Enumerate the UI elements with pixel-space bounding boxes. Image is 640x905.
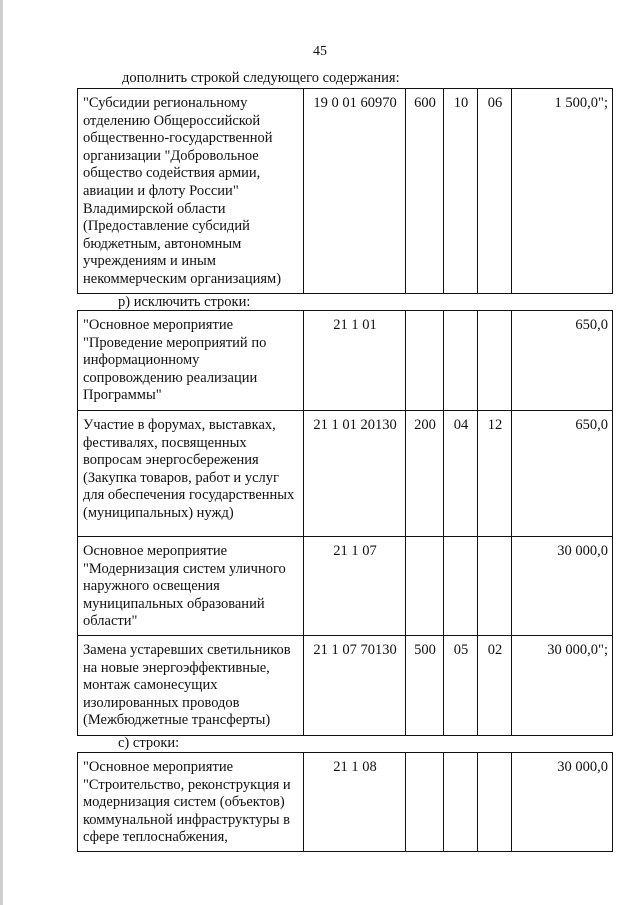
row-code-cell: 21 1 01 20130 [304,411,406,537]
row-pr-cell [478,311,512,411]
row-pr-cell [478,753,512,852]
scan-edge [0,0,3,905]
row-vr-cell: 500 [406,635,444,735]
page-number: 45 [313,44,327,59]
row-pr-cell [478,537,512,636]
row-sum-cell: 30 000,0 [512,753,613,852]
row-rz-cell [444,537,478,636]
section3-intro: с) строки: [118,735,180,751]
row-rz-cell [444,753,478,852]
row-name-cell: Участие в форумах, выставках, фестивалях, посвященных вопросам энергосбережения (Закупка товаров, работ и услуг для обеспечения государственных (муниципальных) нужд) [78,411,304,537]
row-vr-cell: 600 [406,89,444,294]
row-pr-cell: 12 [478,411,512,537]
section1-intro: дополнить строкой следующего содержания: [122,70,400,86]
row-code-cell: 21 1 08 [304,753,406,852]
row-code-cell: 21 1 07 [304,537,406,636]
row-name-cell: "Основное мероприятие "Проведение мероприятий по информационному сопровождению реализации Программы" [78,311,304,411]
row-name-cell: "Основное мероприятие "Строительство, реконструкция и модернизация систем (объектов) коммунальной инфраструктуры в сфере теплоснабжения, [78,753,304,852]
row-name-cell: Основное мероприятие "Модернизация систем уличного наружного освещения муниципальных образований области" [78,537,304,636]
row-sum-cell: 1 500,0"; [512,89,613,294]
row-sum-cell: 650,0 [512,311,613,411]
row-rz-cell: 10 [444,89,478,294]
row-rz-cell: 05 [444,635,478,735]
table-changed-rows [77,752,613,852]
table-added-row [77,88,613,294]
row-rz-cell [444,311,478,411]
row-vr-cell [406,537,444,636]
table-row [78,411,613,537]
table-row [78,311,613,411]
section3-rows [78,753,613,852]
table-row [78,635,613,735]
row-pr-cell: 06 [478,89,512,294]
row-name-cell: "Субсидии региональному отделению Общероссийской общественно-государственной организации "Добровольное общество содействия армии, авиации и флоту России" Владимирской области (Предоставление субсидий бюджетным, автономным учреждениям и иным некоммерческим организациям) [78,89,304,294]
table-row [78,537,613,636]
row-code-cell: 19 0 01 60970 [304,89,406,294]
table-row [78,89,613,294]
section2-intro: р) исключить строки: [118,294,251,310]
section1-rows [78,89,613,294]
section2-rows [78,311,613,736]
row-vr-cell [406,753,444,852]
table-removed-rows [77,310,613,736]
row-vr-cell: 200 [406,411,444,537]
row-sum-cell: 30 000,0 [512,537,613,636]
row-code-cell: 21 1 07 70130 [304,635,406,735]
row-name-cell: Замена устаревших светильников на новые энергоэффективные, монтаж самонесущих изолированных проводов (Межбюджетные трансферты) [78,635,304,735]
row-code-cell: 21 1 01 [304,311,406,411]
row-rz-cell: 04 [444,411,478,537]
row-pr-cell: 02 [478,635,512,735]
row-sum-cell: 650,0 [512,411,613,537]
table-row [78,753,613,852]
row-sum-cell: 30 000,0"; [512,635,613,735]
row-vr-cell [406,311,444,411]
